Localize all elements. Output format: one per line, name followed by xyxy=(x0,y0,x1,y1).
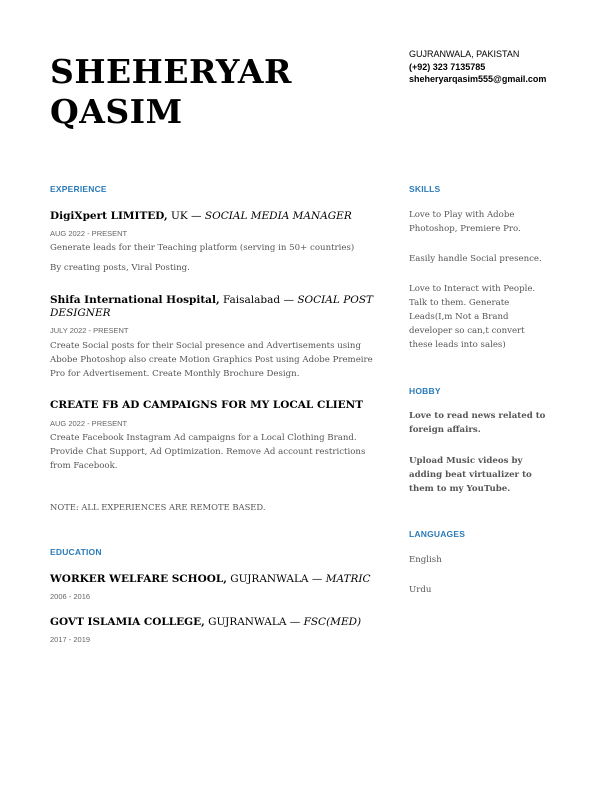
education-1-school: WORKER WELFARE SCHOOL, xyxy=(50,573,227,585)
experience-heading: EXPERIENCE xyxy=(50,184,107,194)
job-3-desc: Create Facebook Instagram Ad campaigns for a Local Clothing Brand. Provide Chat Support, Ad Optimization. Remove Ad account restrictions from Facebook. xyxy=(50,433,366,471)
job-2-dates: JULY 2022 - PRESENT xyxy=(50,326,129,335)
education-1-degree: MATRIC xyxy=(325,573,371,585)
education-1-location: GUJRANWALA — xyxy=(226,573,326,585)
language-item-1: English xyxy=(409,555,442,565)
skill-item-1: Love to Play with Adobe Photoshop, Premiere Pro. xyxy=(409,210,521,234)
hobby-item-2: Upload Music videos by adding beat virtualizer to them to my YouTube. xyxy=(409,456,532,494)
skill-item-3: Love to Interact with People. Talk to them. Generate Leads(I,m Not a Brand developer so can,t convert these leads into sales) xyxy=(409,284,536,350)
job-2-role: SOCIAL POST DESIGNER xyxy=(50,294,374,319)
resume-name xyxy=(50,52,370,132)
job-2-title xyxy=(50,294,380,320)
job-1-role: SOCIAL MEDIA MANAGER xyxy=(204,210,352,222)
job-2-company: Shifa International Hospital, xyxy=(50,294,220,306)
job-1-dates: AUG 2022 - PRESENT xyxy=(50,229,128,238)
job-2-desc: Create Social posts for their Social presence and Advertisements using Abobe Photoshop also create Motion Graphics Post using Adobe Premeire Pro for Advertisement. Create Monthly Brochure Design. xyxy=(50,341,373,379)
education-heading: EDUCATION xyxy=(50,547,102,557)
job-3-dates: AUG 2022 - PRESENT xyxy=(50,419,128,428)
name-line-2: QASIM xyxy=(50,92,183,131)
contact-email[interactable]: sheheryarqasim555@gmail.com xyxy=(409,74,547,84)
hobby-heading: HOBBY xyxy=(409,386,441,396)
job-1-desc-1: Generate leads for their Teaching platform (serving in 50+ countries) xyxy=(50,243,355,253)
contact-location: GUJRANWALA, PAKISTAN xyxy=(409,49,520,59)
skill-item-2: Easily handle Social presence. xyxy=(409,254,542,264)
education-2-degree: FSC(MED) xyxy=(303,616,362,628)
education-1-title xyxy=(50,573,380,586)
language-item-2: Urdu xyxy=(409,585,432,595)
education-2-dates: 2017 - 2019 xyxy=(50,635,91,644)
job-1-company: DigiXpert LIMITED, xyxy=(50,210,168,222)
experience-note: NOTE: ALL EXPERIENCES ARE REMOTE BASED. xyxy=(50,502,266,512)
job-3-company: CREATE FB AD CAMPAIGNS FOR MY LOCAL CLIENT xyxy=(50,399,364,411)
education-1-dates: 2006 - 2016 xyxy=(50,592,91,601)
skills-heading: SKILLS xyxy=(409,184,441,194)
job-3-title xyxy=(50,399,380,412)
languages-heading: LANGUAGES xyxy=(409,529,466,539)
education-2-location: GUJRANWALA — xyxy=(204,616,304,628)
name-line-1: SHEHERYAR xyxy=(50,52,292,91)
job-1-location: UK — xyxy=(167,210,205,222)
education-2-title xyxy=(50,616,380,629)
job-1-title xyxy=(50,210,380,223)
job-1-desc-2: By creating posts, Viral Posting. xyxy=(50,263,190,273)
contact-block xyxy=(409,48,549,86)
education-2-school: GOVT ISLAMIA COLLEGE, xyxy=(50,616,205,628)
job-2-location: Faisalabad — xyxy=(219,294,298,306)
contact-phone[interactable]: (+92) 323 7135785 xyxy=(409,61,486,72)
hobby-item-1: Love to read news related to foreign affairs. xyxy=(409,411,546,435)
